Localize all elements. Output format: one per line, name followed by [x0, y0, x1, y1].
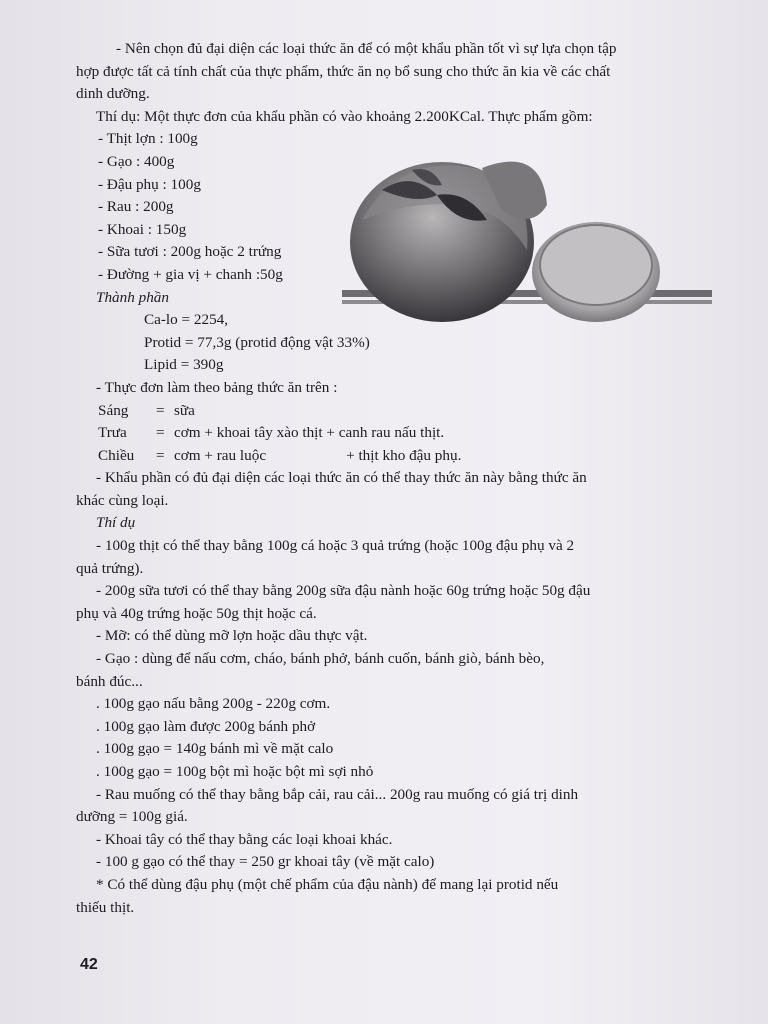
intro-line-2: hợp được tất cả tính chất của thực phẩm, thức ăn nọ bổ sung cho thức ăn kia về các chất [76, 62, 611, 80]
composition-lipid: Lipid = 390g [144, 356, 224, 374]
menu-row-evening [76, 445, 704, 468]
composition-protid: Protid = 77,3g (protid động vật 33%) [144, 333, 370, 351]
potato-line: - Khoai tây có thể thay bằng các loại khoai khác. [96, 830, 393, 848]
page-text [76, 38, 704, 919]
ingredient-item: - Sữa tươi : 200g hoặc 2 trứng [98, 243, 282, 261]
meat-line-2: quả trứng). [76, 559, 144, 577]
menu-value: cơm + rau luộc [174, 446, 267, 464]
ingredient-item: - Thịt lợn : 100g [98, 130, 198, 148]
example-heading: Thí dụ [96, 514, 136, 532]
menu-eq: = [156, 424, 165, 442]
ingredient-item: - Gạo : 400g [98, 152, 175, 170]
rice-line-1: - Gạo : dùng để nấu cơm, cháo, bánh phở, bánh cuốn, bánh giò, bánh bèo, [96, 650, 545, 668]
rice-item: . 100g gạo nấu bằng 200g - 220g cơm. [96, 695, 331, 713]
intro-line-1: - Nên chọn đủ đại diện các loại thức ăn để có một khẩu phần tốt vì sự lựa chọn tập [116, 40, 617, 57]
substitution-intro-1: - Khẩu phần có đủ đại diện các loại thức ăn có thể thay thức ăn này bằng thức ăn [96, 469, 587, 487]
rice-potato-line: - 100 g gạo có thể thay = 250 gr khoai tây (về mặt calo) [96, 853, 435, 871]
menu-label: Sáng [98, 401, 129, 419]
composition-heading: Thành phần [96, 288, 169, 306]
ingredient-item: - Rau : 200g [98, 198, 174, 216]
milk-line-2: phụ và 40g trứng hoặc 50g thịt hoặc cá. [76, 604, 317, 622]
menu-row-morning [76, 400, 704, 423]
rice-item: . 100g gạo = 100g bột mì hoặc bột mì sợi nhỏ [96, 763, 374, 780]
menu-eq: = [156, 446, 165, 464]
substitution-intro-2: khác cùng loại. [76, 491, 169, 509]
menu-label: Chiều [98, 446, 135, 464]
ingredient-item: - Đường + gia vị + chanh :50g [98, 265, 283, 283]
ingredient-item: - Đậu phụ : 100g [98, 175, 201, 193]
rice-item: . 100g gạo làm được 200g bánh phở [96, 717, 316, 735]
composition-calo: Ca-lo = 2254, [144, 311, 229, 329]
menu-extra: + thịt kho đậu phụ. [346, 446, 462, 464]
meat-line-1: - 100g thịt có thể thay bằng 100g cá hoặc 3 quả trứng (hoặc 100g đậu phụ và 2 [96, 537, 575, 555]
menu-intro: - Thực đơn làm theo bảng thức ăn trên : [96, 378, 338, 396]
note-line-2: thiếu thịt. [76, 898, 135, 916]
intro-line-3: dinh dưỡng. [76, 85, 150, 103]
fat-line: - Mỡ: có thể dùng mỡ lợn hoặc dầu thực vật. [96, 627, 368, 645]
example-intro: Thí dụ: Một thực đơn của khẩu phần có vào khoảng 2.200KCal. Thực phẩm gồm: [96, 107, 593, 125]
ingredient-list [76, 128, 704, 286]
milk-line-1: - 200g sữa tươi có thể thay bằng 200g sữa đậu nành hoặc 60g trứng hoặc 50g đậu [96, 582, 591, 600]
rice-line-2: bánh đúc... [76, 672, 143, 690]
ingredient-item: - Khoai : 150g [98, 220, 187, 238]
menu-row-noon [76, 422, 704, 445]
veg-line-1: - Rau muống có thể thay bằng bắp cải, rau cải... 200g rau muống có giá trị dinh [96, 785, 579, 803]
menu-eq: = [156, 401, 165, 419]
rice-item: . 100g gạo = 140g bánh mì về mặt calo [96, 740, 334, 758]
menu-value: sữa [174, 401, 195, 419]
note-line-1: * Có thể dùng đậu phụ (một chế phẩm của đậu nành) để mang lại protid nếu [96, 875, 559, 893]
veg-line-2: dưỡng = 100g giá. [76, 808, 188, 826]
menu-value: cơm + khoai tây xào thịt + canh rau nấu thịt. [174, 424, 445, 442]
page-number: 42 [80, 956, 98, 973]
menu-label: Trưa [98, 424, 127, 442]
